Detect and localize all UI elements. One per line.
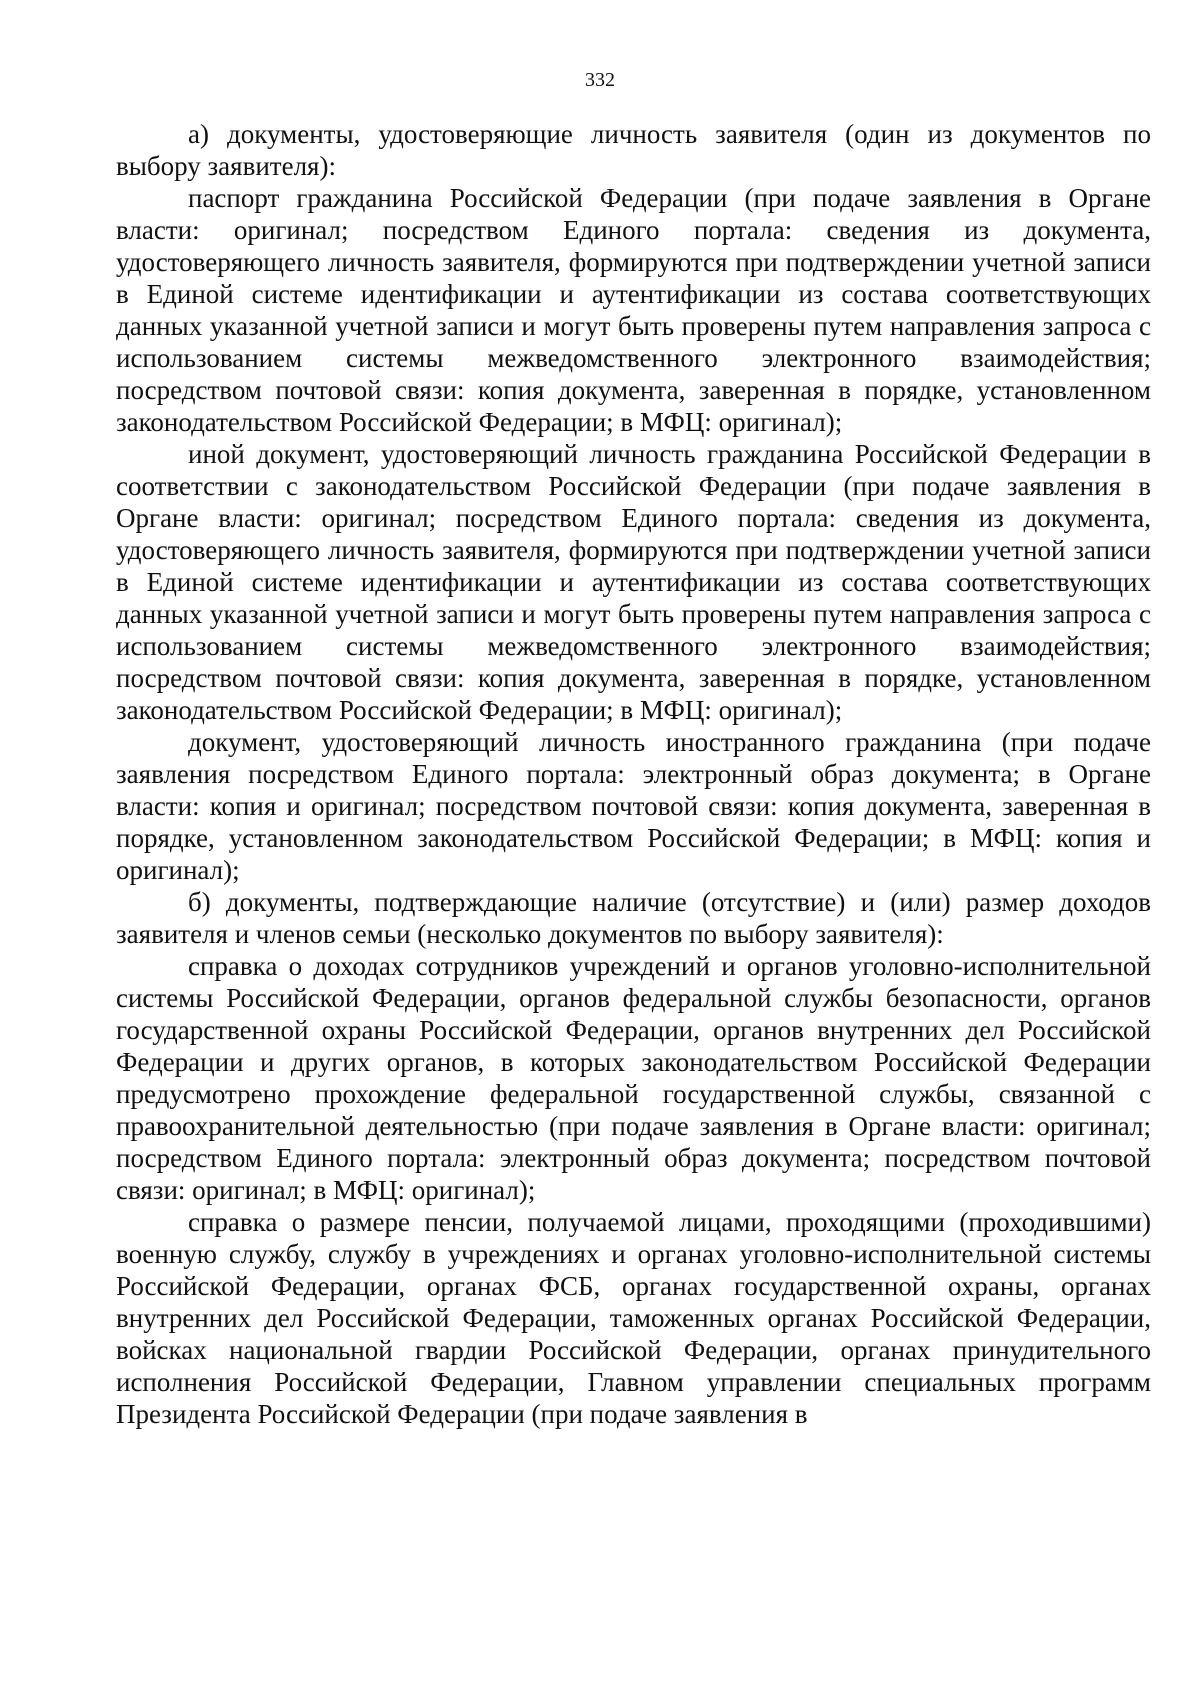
paragraph-income-docs-heading: б) документы, подтверждающие наличие (отсутствие) и (или) размер доходов заявителя и членов семьи (несколько документов по выбору заявителя): — [116, 887, 1151, 949]
page-number: 332 — [585, 69, 615, 91]
document-body — [116, 118, 1151, 1430]
paragraph-income-certificate: справка о доходах сотрудников учреждений и органов уголовно-исполнительной системы Российской Федерации, органов федеральной службы безопасности, органов государственной охраны Российской Федерации, органов внутренних дел Российской Федерации и других органов, в которых законодательством Российской Федерации предусмотрено прохождение федеральной государственной службы, связанной с правоохранительной деятельностью (при подаче заявления в Органе власти: оригинал; посредством Единого портала: электронный образ документа; посредством почтовой связи: оригинал; в МФЦ: оригинал); — [116, 951, 1151, 1205]
paragraph-other-identity-doc: иной документ, удостоверяющий личность гражданина Российской Федерации в соответствии с законодательством Российской Федерации (при подаче заявления в Органе власти: оригинал; посредством Единого портала: сведения из документа, удостоверяющего личность заявителя, формируются при подтверждении учетной записи в Единой системе идентификации и аутентификации из состава соответствующих данных указанной учетной записи и могут быть проверены путем направления запроса с использованием системы межведомственного электронного взаимодействия; посредством почтовой связи: копия документа, заверенная в порядке, установленном законодательством Российской Федерации; в МФЦ: оригинал); — [116, 439, 1151, 725]
paragraph-foreign-identity-doc: документ, удостоверяющий личность иностранного гражданина (при подаче заявления посредством Единого портала: электронный образ документа; в Органе власти: копия и оригинал; посредством почтовой связи: копия документа, заверенная в порядке, установленном законодательством Российской Федерации; в МФЦ: копия и оригинал); — [116, 727, 1151, 885]
paragraph-pension-certificate: справка о размере пенсии, получаемой лицами, проходящими (проходившими) военную службу, службу в учреждениях и органах уголовно-исполнительной системы Российской Федерации, органах ФСБ, органах государственной охраны, органах внутренних дел Российской Федерации, таможенных органах Российской Федерации, войсках национальной гвардии Российской Федерации, органах принудительного исполнения Российской Федерации, Главном управлении специальных программ Президента Российской Федерации (при подаче заявления в — [116, 1207, 1151, 1429]
paragraph-passport-rf: паспорт гражданина Российской Федерации (при подаче заявления в Органе власти: оригинал; посредством Единого портала: сведения из документа, удостоверяющего личность заявителя, формируются при подтверждении учетной записи в Единой системе идентификации и аутентификации из состава соответствующих данных указанной учетной записи и могут быть проверены путем направления запроса с использованием системы межведомственного электронного взаимодействия; посредством почтовой связи: копия документа, заверенная в порядке, установленном законодательством Российской Федерации; в МФЦ: оригинал); — [116, 183, 1151, 437]
paragraph-identity-docs-heading: а) документы, удостоверяющие личность заявителя (один из документов по выбору заявителя): — [116, 119, 1151, 181]
